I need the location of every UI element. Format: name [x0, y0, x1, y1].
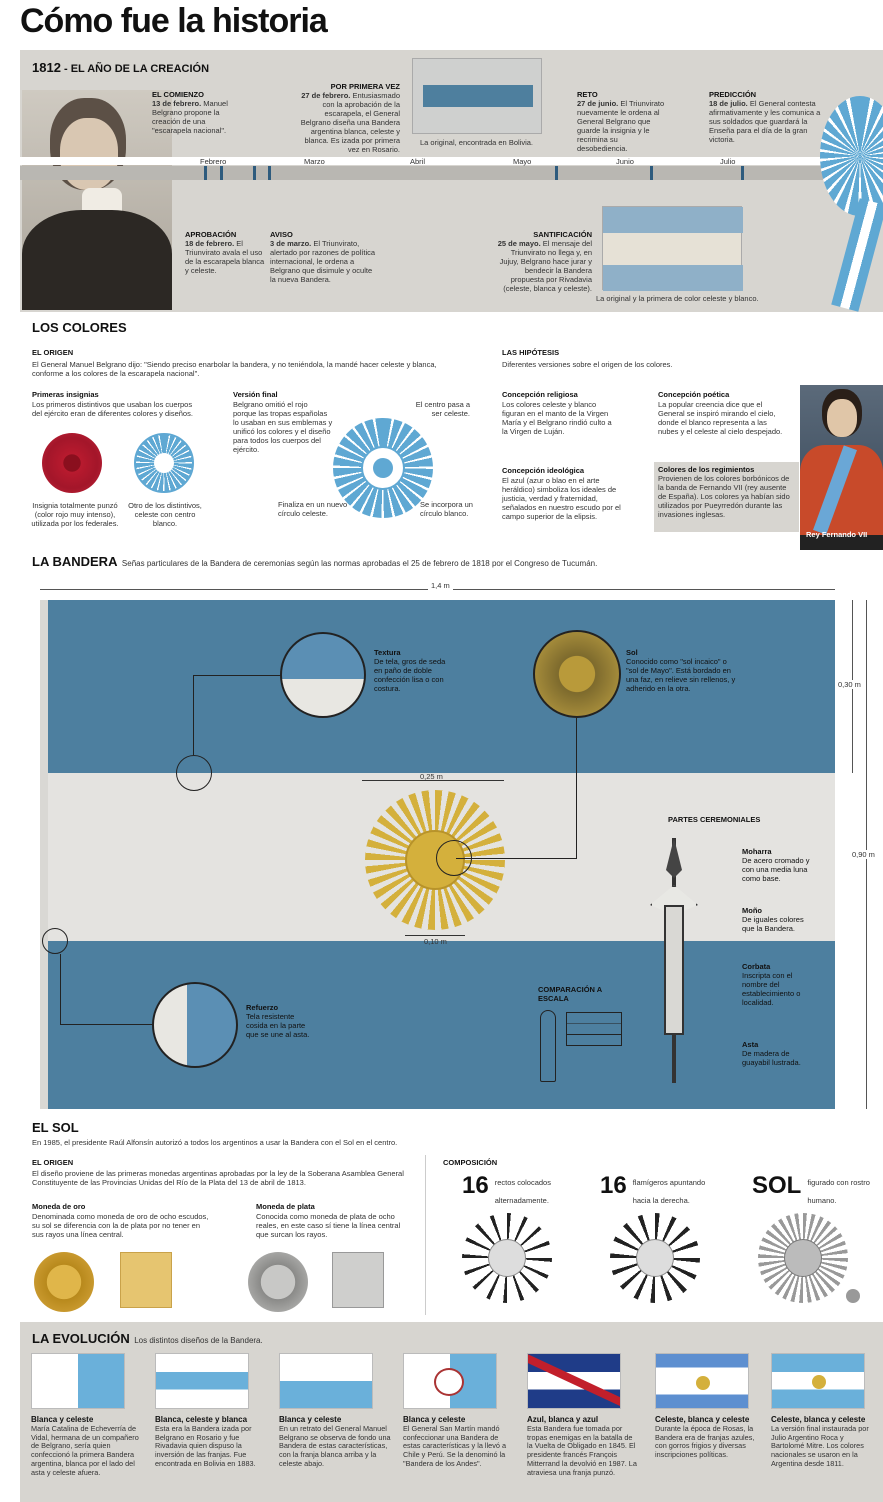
origen-text: El General Manuel Belgrano dijo: "Siendo preciso enarbolar la bandera, y no teniéndola, la mandé hacer celeste y blanca, conforme a los colores de la escarapela nacional". [32, 360, 437, 378]
oro-title: Moneda de oro [32, 1202, 86, 1211]
sun-flamigeros-icon [610, 1213, 700, 1303]
caption-second: La original y la primera de color celeste y blanco. [596, 294, 759, 303]
hipotesis-title: LAS HIPÓTESIS [502, 348, 560, 357]
textura-detail [280, 632, 366, 718]
month-label: Abril [410, 157, 426, 166]
plata-title: Moneda de plata [256, 1202, 315, 1211]
comparacion-label: COMPARACIÓN A ESCALA [538, 985, 602, 1003]
plata-text: Conocida como moneda de plata de ocho reales, en este caso sí tiene la línea central que surcan los rayos. [256, 1212, 401, 1239]
ideologica-title: Concepción ideológica [502, 466, 585, 475]
red-insignia [42, 433, 102, 493]
event-comienzo: EL COMIENZO 13 de febrero. Manuel Belgrano propone la creación de una "escarapela nacional". [152, 90, 228, 135]
evo-flag-4 [403, 1353, 497, 1409]
finaliza-text: Finaliza en un nuevo círculo celeste. [278, 500, 348, 518]
timeline-tick [741, 166, 744, 180]
regimientos-box: Colores de los regimientos Provienen de los colores borbónicos de la banda de Fernando VII (rey ausente de España). Los colores ya habían sido utilizados por Pueyrredón durante las invasiones inglesas. [654, 462, 799, 532]
timeline-bar [20, 166, 883, 180]
person-silhouette [540, 1010, 556, 1082]
refuerzo-detail [152, 982, 238, 1068]
bandera-heading: LA BANDERA Señas particulares de la Bandera de ceremonias según las normas aprobadas el 25 de febrero de 1818 por el Congreso de Tucumán. [32, 554, 598, 569]
comp-sol: SOL figurado con rostro humano. [752, 1172, 870, 1205]
evo-flag-1 [31, 1353, 125, 1409]
month-label: Junio [616, 157, 634, 166]
timeline-tick [650, 166, 653, 180]
event-prediccion: PREDICCIÓN 18 de julio. El General contesta afirmativamente y les comunica a sus soldados que guardará la Enseña para el día de la gran victoria. [709, 90, 821, 144]
month-label: Febrero [200, 157, 227, 166]
final-text: Belgrano omitió el rojo porque las tropas españolas lo usaban en sus emblemas y unificó los colores y el diseño para todos los cuerpos del ejército. [233, 400, 333, 454]
evolucion-heading: LA EVOLUCIÓN Los distintos diseños de la Bandera. [32, 1331, 263, 1346]
sun-rectos-icon [462, 1213, 552, 1303]
sol-heading: EL SOL [32, 1120, 79, 1135]
sun-outer-label: 0,25 m [420, 772, 443, 781]
evo-text-3: En un retrato del General Manuel Belgrano se observa de fondo una Bandera de estas características, con la franja blanca arriba y la celeste abajo. [279, 1424, 391, 1468]
evo-title-3: Blanca y celeste [279, 1415, 342, 1424]
mono-note: Moño De iguales colores que la Bandera. [742, 906, 804, 933]
hipotesis-text: Diferentes versiones sobre el origen de los colores. [502, 360, 673, 369]
evo-flag-2 [155, 1353, 249, 1409]
timeline-tick [555, 166, 558, 180]
sol-origen-text: El diseño proviene de las primeras monedas argentinas aprobadas por la ley de la Soberana Asamblea General Constituyente de las Provincias Unidas del Río de la Plata del 13 de abril de 1813. [32, 1169, 404, 1187]
gold-coin [34, 1252, 94, 1312]
blue-insignia [134, 433, 194, 493]
poetica-text: La popular creencia dice que el General se inspiró mirando el cielo, donde el blanco representa a las nubes y el celeste al cielo despejado. [658, 400, 783, 436]
colores-heading: LOS COLORES [32, 320, 127, 335]
comp-rectos: 16 rectos colocados alternadamente. [462, 1172, 551, 1205]
evo-text-4: El General San Martín mandó confeccionar una Bandera de estas características y la llevó a Chile y Perú. Se la denominó la "Bandera de los Andes". [403, 1424, 507, 1468]
fernando-portrait [800, 385, 883, 550]
evo-flag-6 [655, 1353, 749, 1409]
timeline-heading: 1812 - EL AÑO DE LA CREACIÓN [32, 60, 210, 75]
origen-title: EL ORIGEN [32, 348, 74, 357]
gold-sun-detail [120, 1252, 172, 1308]
evo-flag-7 [771, 1353, 865, 1409]
sun-inner-label: 0,10 m [424, 937, 447, 946]
ideologica-text: El azul (azur o blao en el arte heráldico) simboliza los ideales de justicia, verdad y fraternidad, señalados en nuestro escudo por el campo superior de la elipsis. [502, 476, 621, 521]
final-rosette [333, 418, 433, 518]
incorpora-text: Se incorpora un círculo blanco. [420, 500, 473, 518]
evo-text-5: Esta Bandera fue tomada por tropas enemigas en la batalla de la Vuelta de Obligado en 1845. El presidente francés François Mitterrand la devolvió en 1987. La atraviesa una franja punzó. [527, 1424, 637, 1477]
religiosa-title: Concepción religiosa [502, 390, 578, 399]
event-santificacion: SANTIFICACIÓN 25 de mayo. El mensaje del Triunvirato no llega y, en Jujuy, Belgrano hace jurar y bendecir la Bandera propuesta por Rivadavia (celeste, blanca y celeste). [497, 230, 592, 293]
religiosa-text: Los colores celeste y blanco figuran en el manto de la Virgen María y el Belgrano rindió culto a la Virgen de Luján. [502, 400, 612, 436]
composicion-title: COMPOSICIÓN [443, 1158, 498, 1167]
silver-sun-detail [332, 1252, 384, 1308]
centro-text: El centro pasa a ser celeste. [415, 400, 470, 418]
sol-origen-title: EL ORIGEN [32, 1158, 74, 1167]
evo-text-6: Durante la época de Rosas, la Bandera era de franjas azules, con gorros frigios y diversas inscripciones políticas. [655, 1424, 755, 1460]
evo-text-2: Esta era la Bandera izada por Belgrano en Rosario y fue Rivadavia quien dispuso la inversión de las franjas. Fue encontrada en Bolivia en 1883. [155, 1424, 256, 1468]
month-label: Marzo [304, 157, 325, 166]
evo-title-1: Blanca y celeste [31, 1415, 94, 1424]
evo-text-1: María Catalina de Echeverría de Vidal, hermana de un compañero de Belgrano, sería quien confeccionó la primera Bandera argentina, blanca por el lado del asta y celeste afuera. [31, 1424, 139, 1477]
timeline-tick [204, 166, 207, 180]
evo-title-5: Azul, blanca y azul [527, 1415, 599, 1424]
scale-flag [566, 1012, 622, 1046]
refuerzo-note: Refuerzo Tela resistente cosida en la parte que se une al asta. [246, 1003, 310, 1039]
sun-figurado-icon [758, 1213, 848, 1303]
sun-emblem [365, 790, 505, 930]
evolucion-panel [20, 1322, 883, 1502]
comp-flamigeros: 16 flamígeros apuntando hacia la derecha. [600, 1172, 706, 1205]
insignias-text: Los primeros distintivos que usaban los cuerpos del ejército eran de diferentes colores y diseños. [32, 400, 193, 418]
flag-reinforcement [40, 600, 48, 1109]
evo-title-6: Celeste, blanca y celeste [655, 1415, 750, 1424]
month-label: Julio [720, 157, 736, 166]
evo-title-7: Celeste, blanca y celeste [771, 1415, 866, 1424]
evo-text-7: La versión final instaurada por Julio Argentino Roca y Bartolomé Mitre. Los colores nacionales se usaron en la Argentina desde 1811. [771, 1424, 869, 1468]
width-label: 1,4 m [428, 581, 453, 590]
moharra-note: Moharra De acero cromado y con una media luna como base. [742, 847, 810, 883]
insignias-title: Primeras insignias [32, 390, 99, 399]
original-flag-photo [412, 58, 542, 134]
corbata-note: Corbata Inscripta con el nombre del establecimiento o localidad. [742, 962, 801, 1007]
stripe-label: 0,30 m [838, 680, 861, 689]
oro-text: Denominada como moneda de oro de ocho escudos, su sol se diferencia con la de plata por no tener en sus rayos una línea central. [32, 1212, 209, 1239]
partes-title: PARTES CEREMONIALES [668, 815, 761, 824]
belgrano-portrait [22, 90, 172, 310]
blue-caption: Otro de los distintivos, celeste con centro blanco. [128, 501, 202, 528]
caption-original: La original, encontrada en Bolivia. [420, 138, 533, 147]
height-label: 0,90 m [852, 850, 875, 859]
event-primera-vez: POR PRIMERA VEZ 27 de febrero. Entusiasmado con la aprobación de la escarapela, el General Belgrano diseña una Bandera argentina blanca, celeste y blanca. Es izada por primera vez en Rosario. [300, 82, 400, 154]
sol-detail [533, 630, 621, 718]
timeline-tick [253, 166, 256, 180]
evo-flag-3 [279, 1353, 373, 1409]
evo-title-2: Blanca, celeste y blanca [155, 1415, 248, 1424]
timeline-tick [220, 166, 223, 180]
poetica-title: Concepción poética [658, 390, 730, 399]
textura-note: Textura De tela, gros de seda en paño de doble confección lisa o con costura. [374, 648, 446, 693]
month-label: Mayo [513, 157, 532, 166]
evo-title-4: Blanca y celeste [403, 1415, 466, 1424]
timeline-tick [268, 166, 271, 180]
event-reto: RETO 27 de junio. El Triunvirato nuevamente le ordena al General Belgrano que guarde la insignia y le recrimina su desobediencia. [577, 90, 665, 153]
silver-coin [248, 1252, 308, 1312]
sol-note: Sol Conocido como "sol incaico" o "sol de Mayo". Está bordado en una faz, en relieve sin rellenos, y adherido en la otra. [626, 648, 736, 693]
second-flag-photo [602, 206, 742, 290]
event-aprobacion: APROBACIÓN 18 de febrero. El Triunvirato avala el uso de la escarapela blanca y celeste. [185, 230, 265, 275]
sol-intro: En 1985, el presidente Raúl Alfonsín autorizó a todos los argentinos a usar la Bandera con el Sol en el centro. [32, 1138, 398, 1147]
final-title: Versión final [233, 390, 278, 399]
event-aviso: AVISO 3 de marzo. El Triunvirato, alertado por razones de política internacional, le ordena a Belgrano que disimule y oculte la nueva Bandera. [270, 230, 376, 284]
asta-note: Asta De madera de guayabil lustrada. [742, 1040, 801, 1067]
red-caption: Insignia totalmente punzó (color rojo muy intenso), utilizada por los federales. [31, 501, 119, 528]
evo-flag-5 [527, 1353, 621, 1409]
rey-caption: Rey Fernando VII [806, 530, 868, 539]
page-title: Cómo fue la historia [20, 2, 327, 40]
